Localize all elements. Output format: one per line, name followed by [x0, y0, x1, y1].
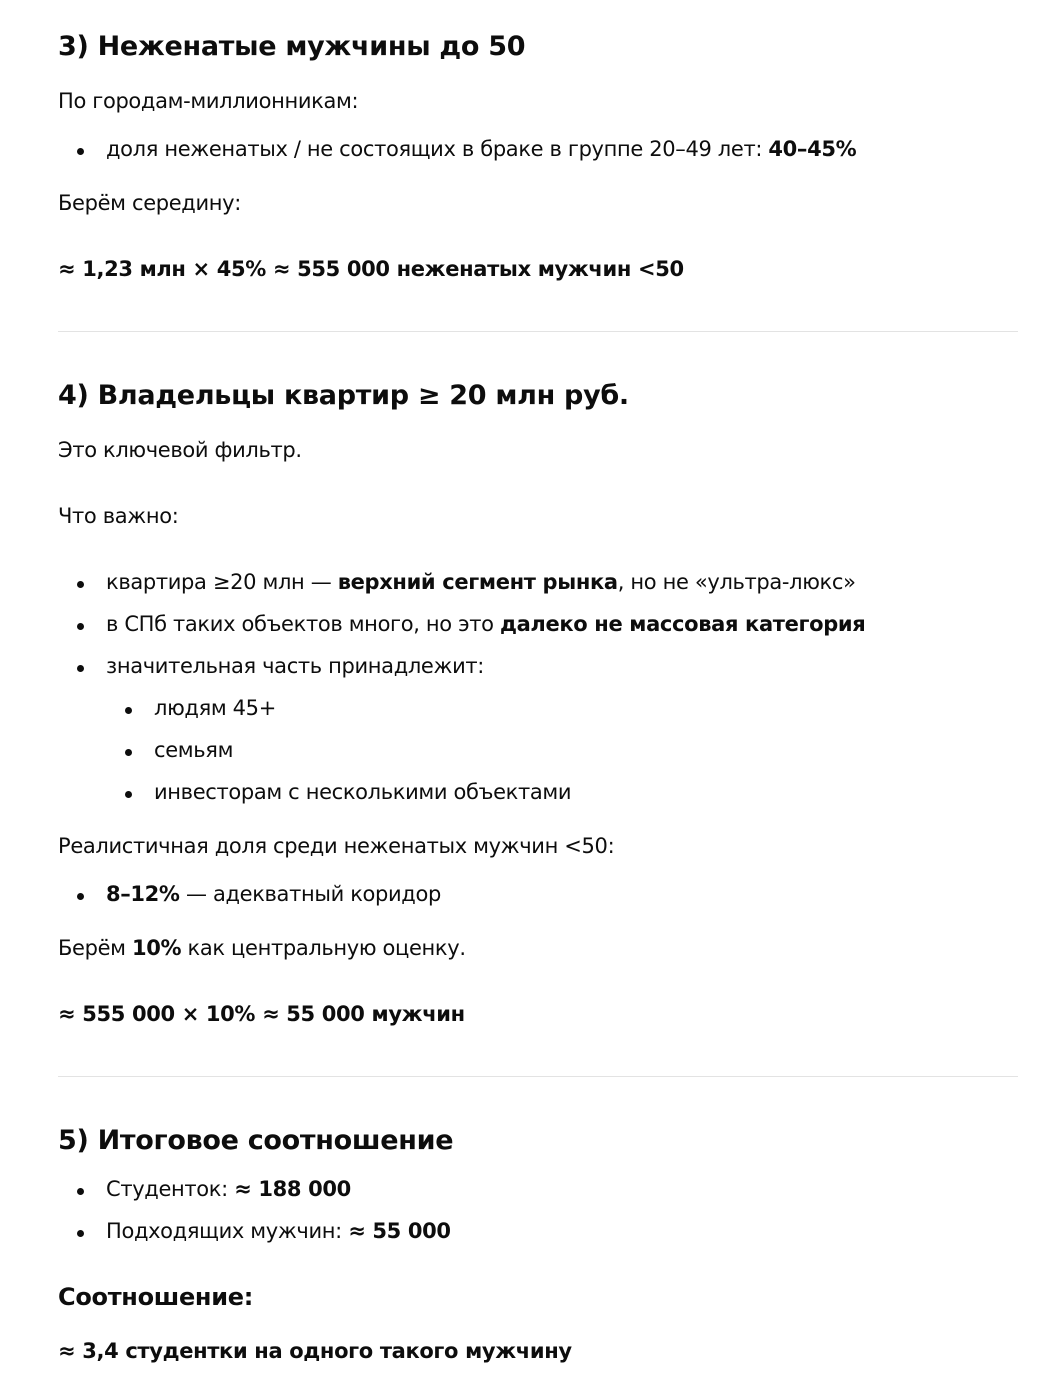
- list-item-text: , но не «ультра-люкс»: [617, 570, 856, 594]
- section-4-intro: Это ключевой фильтр.: [58, 438, 302, 462]
- list-item-text: доля неженатых / не состоящих в браке в группе 20–49 лет:: [106, 137, 769, 161]
- section-4-important: Что важно:: [58, 504, 179, 528]
- sub-list-item: инвесторам с несколькими объектами: [154, 780, 572, 804]
- section-3-take: Берём середину:: [58, 191, 241, 215]
- list-item: [106, 1177, 351, 1201]
- list-item: [106, 570, 856, 594]
- section-5-heading: 5) Итоговое соотношение: [58, 1125, 454, 1156]
- list-item-bold: 8–12%: [106, 882, 180, 906]
- divider: [58, 331, 1018, 332]
- list-item: [106, 612, 865, 636]
- section-3-intro: По городам-миллионникам:: [58, 89, 359, 113]
- list-item-text: Студенток:: [106, 1177, 235, 1201]
- section-4-result: ≈ 555 000 × 10% ≈ 55 000 мужчин: [58, 1002, 465, 1026]
- list-item-text: — адекватный коридор: [179, 882, 441, 906]
- section-4-share-label: Реалистичная доля среди неженатых мужчин <50:: [58, 834, 615, 858]
- list-item-text: значительная часть принадлежит:: [106, 654, 484, 678]
- take-text: как центральную оценку.: [181, 936, 466, 960]
- section-4-heading: 4) Владельцы квартир ≥ 20 млн руб.: [58, 380, 629, 411]
- section-5-result: ≈ 3,4 студентки на одного такого мужчину: [58, 1339, 572, 1363]
- list-item: [106, 137, 856, 161]
- list-item-text: в СПб таких объектов много, но это: [106, 612, 500, 636]
- list-item-text: Подходящих мужчин:: [106, 1219, 349, 1243]
- sub-list-item: людям 45+: [154, 696, 276, 720]
- list-item: [106, 654, 484, 678]
- list-item-bold: 40–45%: [768, 137, 857, 161]
- list-item-bold: верхний сегмент рынка: [337, 570, 618, 594]
- section-3-heading: 3) Неженатые мужчины до 50: [58, 31, 526, 62]
- list-item-bold: далеко не массовая категория: [499, 612, 866, 636]
- list-item-bold: ≈ 188 000: [234, 1177, 351, 1201]
- list-item-bold: ≈ 55 000: [348, 1219, 451, 1243]
- section-4-take: [58, 936, 466, 960]
- ratio-heading: Соотношение:: [58, 1283, 254, 1311]
- list-item: [106, 1219, 451, 1243]
- sub-list-item: семьям: [154, 738, 234, 762]
- take-bold: 10%: [132, 936, 182, 960]
- list-item-text: квартира ≥20 млн —: [106, 570, 338, 594]
- take-text: Берём: [58, 936, 132, 960]
- list-item: [106, 882, 441, 906]
- divider: [58, 1076, 1018, 1077]
- section-3-result: ≈ 1,23 млн × 45% ≈ 555 000 неженатых мужчин <50: [58, 257, 684, 281]
